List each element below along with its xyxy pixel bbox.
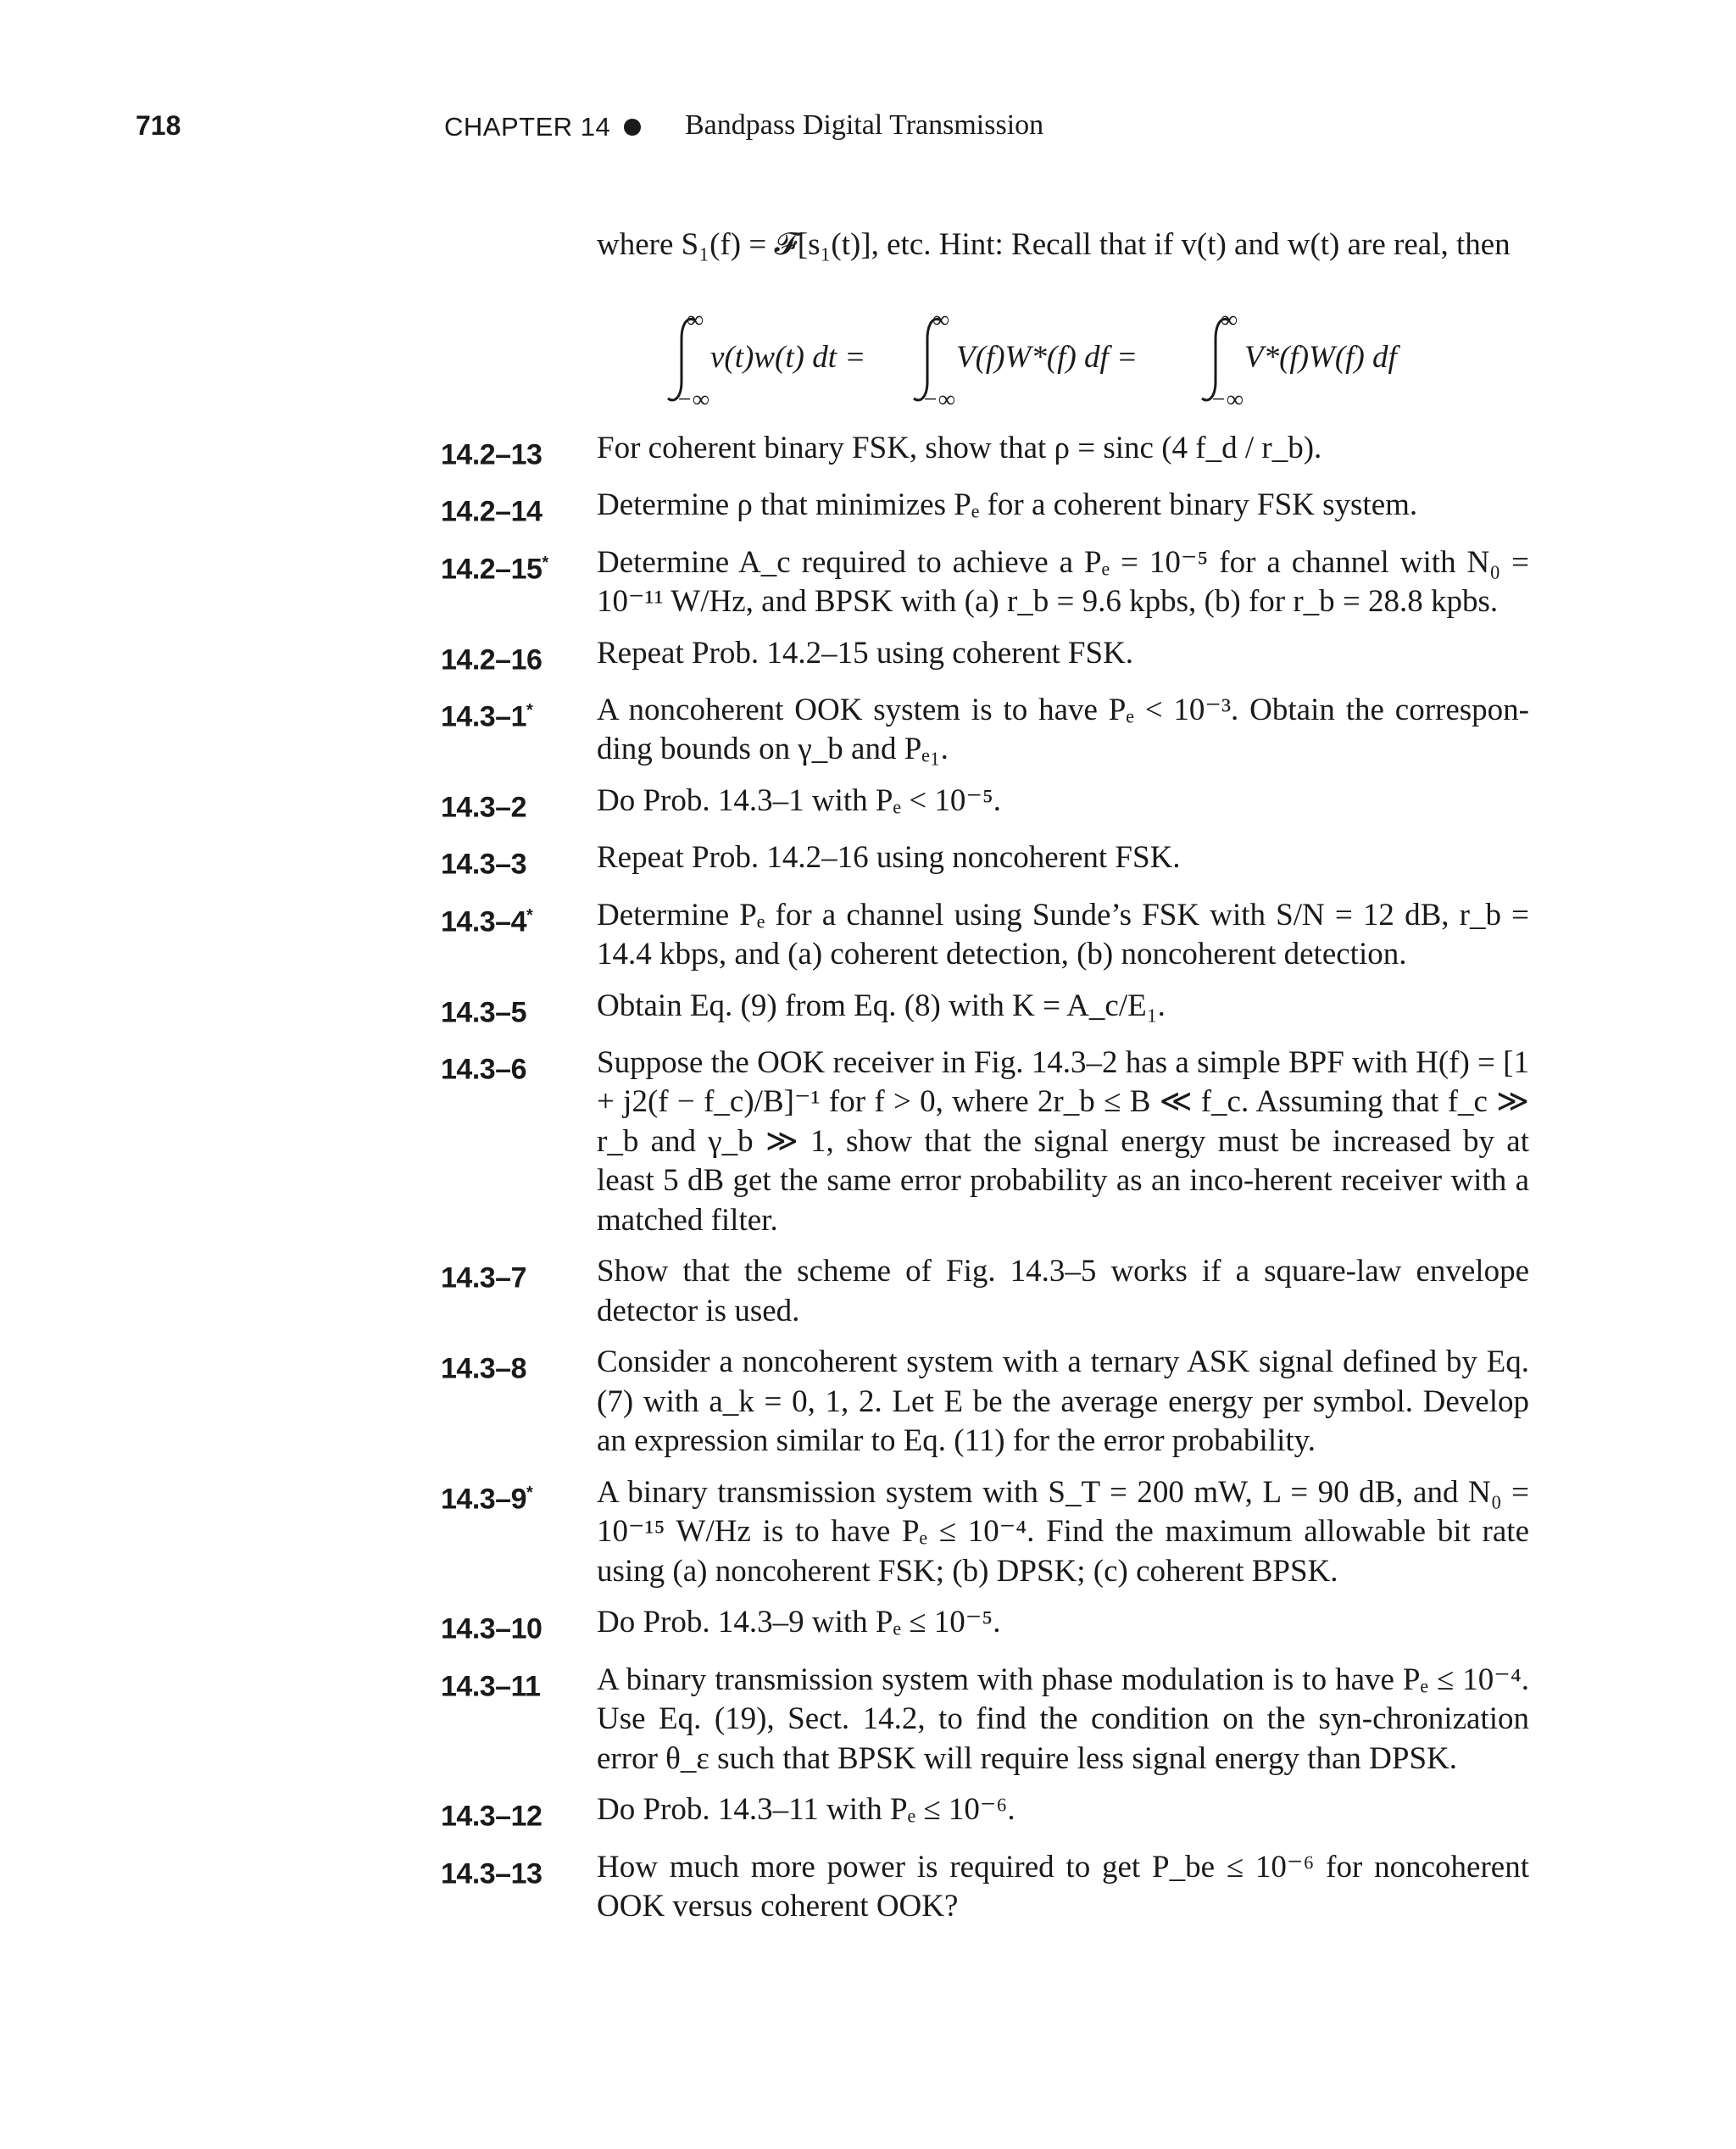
starred-marker: * [526,700,533,720]
problem-text: Do Prob. 14.3–11 with Pₑ ≤ 10⁻⁶. [597,1792,1015,1828]
problem-text: How much more power is required to get P_be ≤ 10⁻⁶ for noncoherent OOK versus coherent OOK? [597,1849,1529,1924]
problem-number: 14.3–10 [441,1612,542,1645]
problem-item [441,634,1529,679]
problem-number: 14.2–16 [441,643,542,676]
problem-item [441,896,1529,975]
problem-item [441,838,1529,883]
problem-number: 14.3–9* [441,1483,533,1516]
upper-limit: ∞ [687,307,704,333]
lower-limit: −∞ [922,387,955,413]
problem-item [441,987,1529,1032]
problem-number: 14.3–13 [441,1857,542,1890]
problem-item [441,1848,1529,1927]
integrand-1: v(t)w(t) dt = [710,340,866,375]
problem-text: Consider a noncoherent system with a ternary ASK signal defined by Eq. (7) with a_k = 0, 1, 2. Let E be the average energy per symbol. Develop an expression similar to Eq. (11) for the error probability. [597,1345,1529,1459]
problem-text: A noncoherent OOK system is to have Pₑ < 10⁻³. Obtain the correspon-ding bounds on γ_b and Pₑ₁. [597,692,1529,767]
problem-item [441,1473,1529,1592]
problem-item [441,429,1529,474]
problem-text: Suppose the OOK receiver in Fig. 14.3–2 has a simple BPF with H(f) = [1 + j2(f − f_c)/B]⁻¹ for f > 0, where 2r_b ≤ B ≪ f_c. Assuming that f_c ≫ r_b and γ_b ≫ 1, show that the signal energy must be increased by at least 5 dB get the same error probability as an inco-herent receiver with a matched filter. [597,1044,1529,1238]
intro-text: where S₁(f) = 𝓕[s₁(t)], etc. Hint: Recall that if v(t) and w(t) are real, then [597,227,1511,262]
problem-number: 14.3–4* [441,905,533,938]
problem-text: A binary transmission system with phase modulation is to have Pₑ ≤ 10⁻⁴. Use Eq. (19), Sect. 14.2, to find the condition on the syn-chronization error θ_ε such that BPSK will require less signal energy than DPSK. [597,1662,1529,1776]
parseval-equation [661,307,1475,415]
problem-number: 14.3–12 [441,1800,542,1833]
problem-item [441,691,1529,770]
problem-number: 14.3–7 [441,1261,526,1294]
problem-item [441,1603,1529,1648]
starred-marker: * [526,905,533,925]
problem-text: Repeat Prob. 14.2–16 using noncoherent FSK. [597,840,1181,876]
problem-text: Do Prob. 14.3–1 with Pₑ < 10⁻⁵. [597,782,1002,818]
problem-number: 14.2–14 [441,495,542,528]
lower-limit: −∞ [1210,387,1244,413]
problem-text: Repeat Prob. 14.2–15 using coherent FSK. [597,635,1134,671]
chapter-title: Bandpass Digital Transmission [685,109,1044,141]
header-bullet [624,119,641,136]
problem-number: 14.3–11 [441,1670,541,1703]
integrand-3: V*(f)W(f) df [1244,340,1397,375]
upper-limit: ∞ [1221,307,1238,333]
problem-text: A binary transmission system with S_T = 200 mW, L = 90 dB, and N₀ = 10⁻¹⁵ W/Hz is to have Pₑ ≤ 10⁻⁴. Find the maximum allowable bit rate using (a) noncoherent FSK; (b) DPSK; (c) coherent BPSK. [597,1474,1529,1589]
page-number: 718 [136,110,181,141]
problem-number: 14.3–3 [441,848,526,881]
problem-item [441,1343,1529,1461]
problem-number: 14.2–15* [441,552,548,585]
problem-number: 14.3–6 [441,1053,526,1086]
starred-marker: * [542,553,548,572]
problem-text: Determine ρ that minimizes Pₑ for a coherent binary FSK system. [597,487,1418,523]
problem-number: 14.2–13 [441,438,542,471]
problem-text: Show that the scheme of Fig. 14.3–5 works if a square-law envelope detector is used. [597,1254,1529,1328]
problem-item [441,543,1529,622]
problem-number: 14.3–8 [441,1352,526,1385]
problem-number: 14.3–5 [441,995,526,1028]
problem-item [441,1790,1529,1835]
lower-limit: −∞ [676,387,709,413]
starred-marker: * [526,1483,533,1502]
problem-text: Determine Pₑ for a channel using Sunde’s FSK with S/N = 12 dB, r_b = 14.4 kbps, and (a) coherent detection, (b) noncoherent detection. [597,897,1529,972]
integrand-2: V(f)W*(f) df = [956,340,1138,375]
problem-item [441,782,1529,827]
upper-limit: ∞ [932,307,949,333]
chapter-label: CHAPTER 14 [444,112,611,142]
problem-number: 14.3–2 [441,791,526,824]
problem-text: Do Prob. 14.3–9 with Pₑ ≤ 10⁻⁵. [597,1605,1001,1640]
problem-item [441,1252,1529,1331]
problem-item [441,1044,1529,1241]
problem-item [441,1661,1529,1779]
problem-number: 14.3–1* [441,700,533,733]
problem-list [441,429,1529,1939]
problem-item [441,486,1529,531]
problem-text: Obtain Eq. (9) from Eq. (8) with K = A_c/E₁. [597,988,1166,1023]
problem-text: For coherent binary FSK, show that ρ = sinc (4 f_d / r_b). [597,431,1322,465]
problem-text: Determine A_c required to achieve a Pₑ = 10⁻⁵ for a channel with N₀ = 10⁻¹¹ W/Hz, and BPSK with (a) r_b = 9.6 kpbs, (b) for r_b = 28.8 kpbs. [597,544,1529,620]
